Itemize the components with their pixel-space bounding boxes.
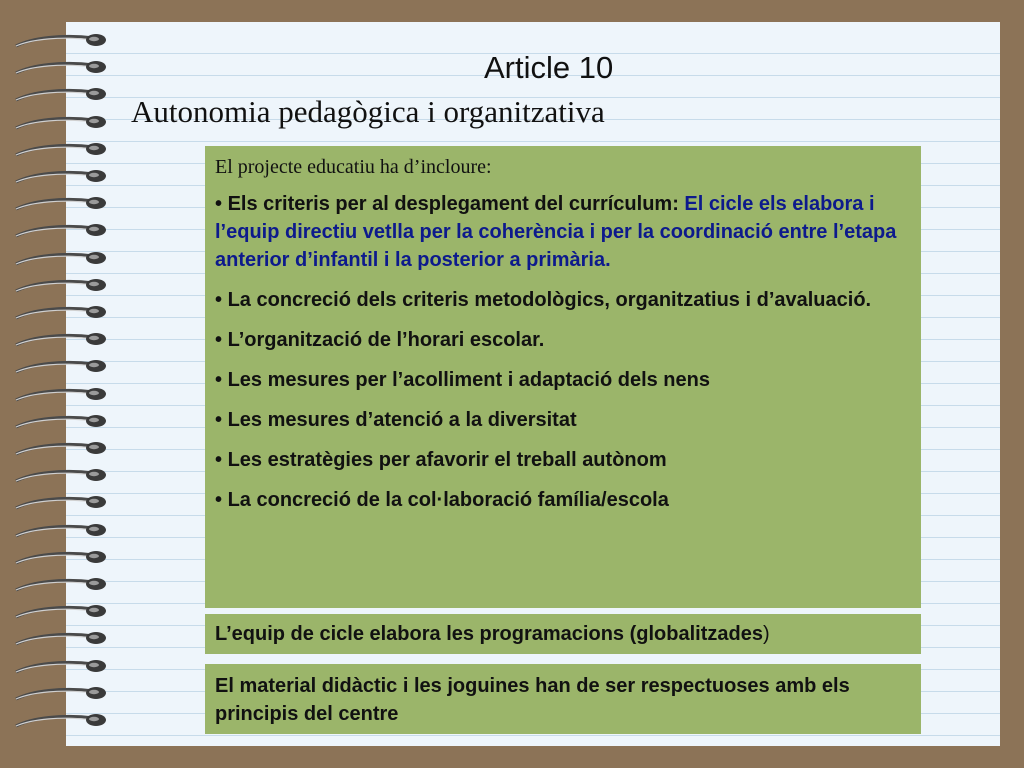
article-title: Article 10	[484, 50, 614, 85]
cicle-text: L’equip de cicle elabora les programacions (globalitzades	[215, 623, 763, 645]
spiral-coil-icon	[12, 411, 112, 437]
spiral-coil-icon	[12, 139, 112, 165]
intro-text: El projecte educatiu ha d’incloure:	[215, 156, 492, 178]
spiral-coil-icon	[12, 438, 112, 464]
spiral-coil-icon	[12, 248, 112, 274]
bullet: •	[215, 193, 223, 215]
spiral-coil-icon	[12, 193, 112, 219]
material-text: El material didàctic i les joguines han de ser respectuoses amb els principis del centre	[215, 675, 850, 725]
item-text: Les mesures per l’acolliment i adaptació dels nens	[227, 369, 710, 391]
item-text: Les mesures d’atenció a la diversitat	[227, 409, 577, 431]
spiral-coil-icon	[12, 628, 112, 654]
bullet: •	[215, 449, 223, 471]
spiral-coil-icon	[12, 302, 112, 328]
bullet: •	[215, 329, 223, 351]
cicle-text-end: )	[762, 623, 770, 645]
item-text: Els criteris per al desplegament del currículum:	[227, 193, 679, 215]
list-item	[215, 406, 911, 434]
spiral-coil-icon	[12, 112, 112, 138]
spiral-binding-icon	[12, 30, 112, 742]
spiral-coil-icon	[12, 710, 112, 736]
spiral-coil-icon	[12, 492, 112, 518]
bullet: •	[215, 369, 223, 391]
list-item	[215, 286, 911, 314]
spiral-coil-icon	[12, 520, 112, 546]
spiral-coil-icon	[12, 356, 112, 382]
item-text: L’organització de l’horari escolar.	[227, 329, 545, 351]
list-item	[215, 366, 911, 394]
list-item	[215, 486, 911, 514]
spiral-coil-icon	[12, 84, 112, 110]
page-subtitle: Autonomia pedagògica i organitzativa	[131, 94, 605, 129]
spiral-coil-icon	[12, 384, 112, 410]
cicle-box	[205, 614, 921, 654]
spiral-coil-icon	[12, 30, 112, 56]
spiral-coil-icon	[12, 574, 112, 600]
spiral-coil-icon	[12, 601, 112, 627]
spiral-coil-icon	[12, 465, 112, 491]
spiral-coil-icon	[12, 166, 112, 192]
item-highlight: El cicle els elabora i l’equip directiu vetlla per la coherència i per la coordinació entre l’etapa anterior d’infantil i la posterior a primària.	[215, 193, 897, 271]
spiral-coil-icon	[12, 683, 112, 709]
spiral-coil-icon	[12, 275, 112, 301]
item-text: La concreció dels criteris metodològics, organitzatius i d’avaluació.	[227, 289, 872, 311]
list-item	[215, 326, 911, 354]
spiral-coil-icon	[12, 329, 112, 355]
spiral-coil-icon	[12, 656, 112, 682]
bullet: •	[215, 409, 223, 431]
spiral-coil-icon	[12, 220, 112, 246]
material-box	[205, 664, 921, 734]
bullet: •	[215, 489, 223, 511]
list-item	[215, 190, 911, 274]
spiral-coil-icon	[12, 57, 112, 83]
bullet: •	[215, 289, 223, 311]
item-text: La concreció de la col·laboració família/escola	[227, 489, 669, 511]
item-text: Les estratègies per afavorir el treball autònom	[227, 449, 667, 471]
list-item	[215, 446, 911, 474]
spiral-coil-icon	[12, 547, 112, 573]
content-box	[205, 146, 921, 608]
